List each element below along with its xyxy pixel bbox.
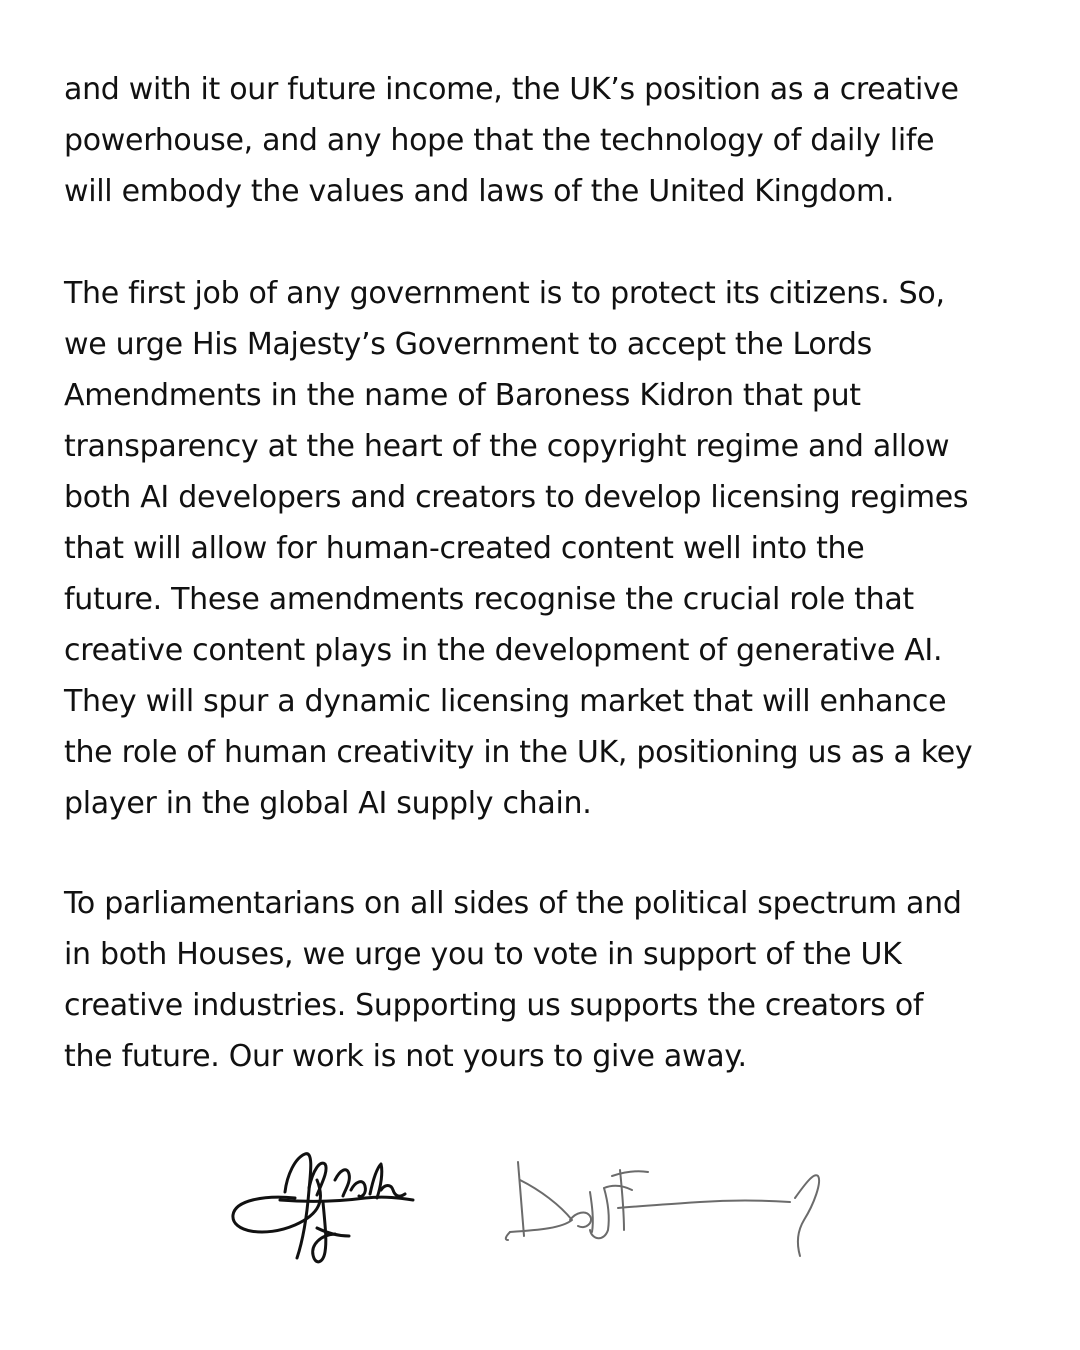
text-line: powerhouse, and any hope that the technology of daily life xyxy=(64,123,935,158)
signature-left xyxy=(225,1140,425,1270)
text-line: player in the global AI supply chain. xyxy=(64,786,592,821)
text-line: Amendments in the name of Baroness Kidron that put xyxy=(64,378,861,413)
text-line: creative content plays in the development of generative AI. xyxy=(64,633,943,668)
text-line: we urge His Majesty’s Government to accept the Lords xyxy=(64,327,872,362)
paragraph-3 xyxy=(64,878,1044,1082)
text-line: will embody the values and laws of the United Kingdom. xyxy=(64,174,895,209)
paragraph-1 xyxy=(64,64,1044,217)
text-line: future. These amendments recognise the crucial role that xyxy=(64,582,914,617)
text-line: and with it our future income, the UK’s position as a creative xyxy=(64,72,959,107)
text-line: both AI developers and creators to develop licensing regimes xyxy=(64,480,969,515)
text-line: creative industries. Supporting us supports the creators of xyxy=(64,988,924,1023)
text-line: that will allow for human-created content well into the xyxy=(64,531,865,566)
text-line: in both Houses, we urge you to vote in support of the UK xyxy=(64,937,902,972)
text-line: the future. Our work is not yours to give away. xyxy=(64,1039,747,1074)
text-line: transparency at the heart of the copyright regime and allow xyxy=(64,429,950,464)
text-line: They will spur a dynamic licensing market that will enhance xyxy=(64,684,947,719)
text-line: The first job of any government is to protect its citizens. So, xyxy=(64,276,945,311)
text-line: the role of human creativity in the UK, positioning us as a key xyxy=(64,735,973,770)
signature-right xyxy=(500,1150,830,1270)
text-line: To parliamentarians on all sides of the political spectrum and xyxy=(64,886,962,921)
paragraph-2 xyxy=(64,268,1044,829)
